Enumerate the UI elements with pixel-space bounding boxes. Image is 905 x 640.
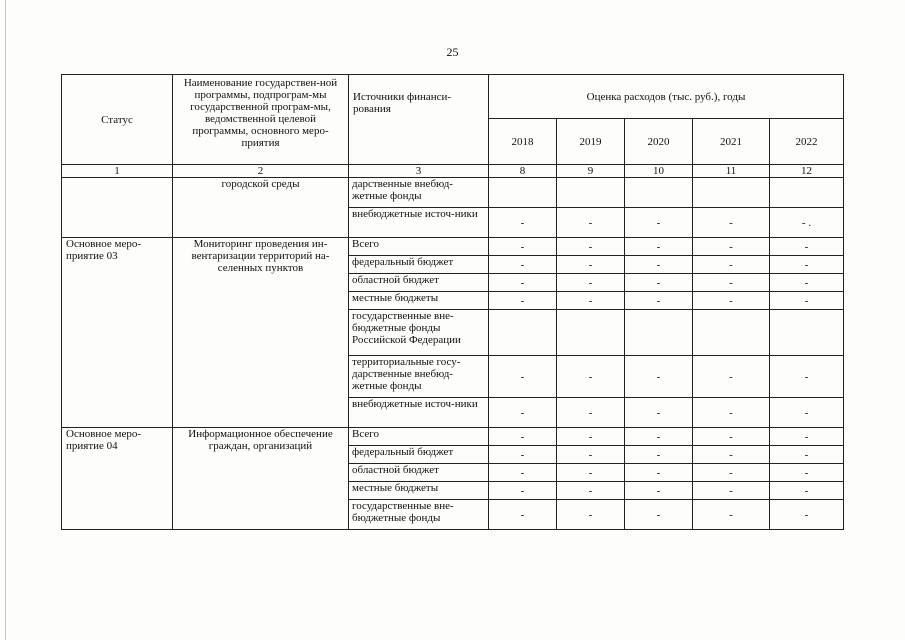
- program-name-cell: Информационное обеспечение граждан, организаций: [173, 428, 349, 530]
- header-year: 2020: [625, 119, 693, 165]
- expense-value-cell: -: [625, 238, 693, 256]
- funding-source-cell: Всего: [349, 428, 489, 446]
- page-left-edge: [5, 0, 6, 640]
- expense-value-cell: -: [489, 208, 557, 238]
- expense-value-cell: -: [625, 208, 693, 238]
- header-row-1: [62, 75, 844, 119]
- expense-value-cell: -: [489, 398, 557, 428]
- expense-value-cell: -: [557, 208, 625, 238]
- expense-value-cell: -: [489, 256, 557, 274]
- expense-value-cell: -: [557, 446, 625, 464]
- expense-value-cell: -: [625, 464, 693, 482]
- expense-value-cell: -: [489, 464, 557, 482]
- expense-value-cell: [770, 310, 844, 356]
- funding-source-cell: федеральный бюджет: [349, 256, 489, 274]
- expense-value-cell: -: [625, 292, 693, 310]
- expense-value-cell: [557, 310, 625, 356]
- expense-value-cell: [625, 178, 693, 208]
- expense-value-cell: - .: [770, 208, 844, 238]
- expense-value-cell: -: [489, 292, 557, 310]
- status-cell: Основное меро-приятие 04: [62, 428, 173, 530]
- expense-value-cell: -: [693, 274, 770, 292]
- header-year: 2019: [557, 119, 625, 165]
- page-number: 25: [446, 45, 459, 59]
- header-year: 2022: [770, 119, 844, 165]
- expense-value-cell: -: [557, 428, 625, 446]
- column-number-row: [62, 165, 844, 178]
- column-number: 2: [173, 165, 349, 178]
- expense-value-cell: [557, 178, 625, 208]
- expense-value-cell: -: [693, 356, 770, 398]
- expense-value-cell: -: [557, 274, 625, 292]
- expense-value-cell: -: [693, 500, 770, 530]
- expense-value-cell: [625, 310, 693, 356]
- expense-value-cell: -: [557, 464, 625, 482]
- expense-value-cell: -: [557, 482, 625, 500]
- expense-value-cell: -: [625, 356, 693, 398]
- header-name: Наименование государствен-ной программы, подпрограм-мы государственной програм-мы, ведомственной целевой программы, основного меро-приятия: [173, 75, 349, 165]
- expense-value-cell: -: [770, 292, 844, 310]
- budget-table: [61, 74, 844, 530]
- expense-value-cell: -: [489, 446, 557, 464]
- expense-value-cell: -: [489, 428, 557, 446]
- program-name-cell: городской среды: [173, 178, 349, 238]
- funding-source-cell: местные бюджеты: [349, 482, 489, 500]
- expense-value-cell: -: [489, 500, 557, 530]
- expense-value-cell: -: [770, 500, 844, 530]
- column-number: 9: [557, 165, 625, 178]
- funding-source-cell: государственные вне-бюджетные фонды Российской Федерации: [349, 310, 489, 356]
- expense-value-cell: -: [693, 428, 770, 446]
- expense-value-cell: -: [693, 482, 770, 500]
- expense-value-cell: [693, 310, 770, 356]
- expense-value-cell: -: [557, 398, 625, 428]
- expense-value-cell: -: [557, 292, 625, 310]
- expense-value-cell: -: [625, 482, 693, 500]
- budget-table-body: [62, 75, 844, 530]
- expense-value-cell: -: [625, 398, 693, 428]
- table-row: [62, 178, 844, 208]
- expense-value-cell: -: [557, 238, 625, 256]
- status-cell: [62, 178, 173, 238]
- funding-source-cell: местные бюджеты: [349, 292, 489, 310]
- expense-value-cell: -: [693, 446, 770, 464]
- expense-value-cell: -: [770, 274, 844, 292]
- expense-value-cell: [489, 310, 557, 356]
- expense-value-cell: -: [770, 428, 844, 446]
- expense-value-cell: -: [770, 356, 844, 398]
- expense-value-cell: -: [770, 398, 844, 428]
- header-sources: Источники финанси-рования: [349, 75, 489, 165]
- expense-value-cell: -: [489, 482, 557, 500]
- expense-value-cell: -: [770, 482, 844, 500]
- table-row: [62, 428, 844, 446]
- expense-value-cell: -: [625, 446, 693, 464]
- header-year: 2021: [693, 119, 770, 165]
- program-name-cell: Мониторинг проведения ин-вентаризации территорий на-селенных пунктов: [173, 238, 349, 428]
- column-number: 1: [62, 165, 173, 178]
- expense-value-cell: -: [693, 208, 770, 238]
- expense-value-cell: -: [693, 292, 770, 310]
- expense-value-cell: -: [489, 238, 557, 256]
- funding-source-cell: Всего: [349, 238, 489, 256]
- column-number: 10: [625, 165, 693, 178]
- expense-value-cell: -: [770, 256, 844, 274]
- expense-value-cell: -: [557, 356, 625, 398]
- expense-value-cell: -: [770, 464, 844, 482]
- funding-source-cell: областной бюджет: [349, 464, 489, 482]
- expense-value-cell: -: [770, 446, 844, 464]
- funding-source-cell: внебюджетные источ-ники: [349, 208, 489, 238]
- expense-value-cell: [770, 178, 844, 208]
- column-number: 3: [349, 165, 489, 178]
- expense-value-cell: -: [693, 238, 770, 256]
- expense-value-cell: -: [693, 398, 770, 428]
- funding-source-cell: внебюджетные источ-ники: [349, 398, 489, 428]
- header-year: 2018: [489, 119, 557, 165]
- expense-value-cell: -: [693, 256, 770, 274]
- expense-value-cell: -: [693, 464, 770, 482]
- expense-value-cell: -: [625, 256, 693, 274]
- column-number: 12: [770, 165, 844, 178]
- table-row: [62, 238, 844, 256]
- header-status: Статус: [62, 75, 173, 165]
- funding-source-cell: федеральный бюджет: [349, 446, 489, 464]
- expense-value-cell: -: [489, 356, 557, 398]
- expense-value-cell: -: [557, 256, 625, 274]
- expense-value-cell: -: [625, 274, 693, 292]
- funding-source-cell: дарственные внебюд-жетные фонды: [349, 178, 489, 208]
- expense-value-cell: -: [489, 274, 557, 292]
- status-cell: Основное меро-приятие 03: [62, 238, 173, 428]
- funding-source-cell: государственные вне-бюджетные фонды: [349, 500, 489, 530]
- expense-value-cell: -: [557, 500, 625, 530]
- expense-value-cell: [489, 178, 557, 208]
- expense-value-cell: [693, 178, 770, 208]
- column-number: 11: [693, 165, 770, 178]
- column-number: 8: [489, 165, 557, 178]
- expense-value-cell: -: [625, 500, 693, 530]
- header-estimate: Оценка расходов (тыс. руб.), годы: [489, 75, 844, 119]
- funding-source-cell: областной бюджет: [349, 274, 489, 292]
- expense-value-cell: -: [770, 238, 844, 256]
- expense-value-cell: -: [625, 428, 693, 446]
- funding-source-cell: территориальные госу-дарственные внебюд-жетные фонды: [349, 356, 489, 398]
